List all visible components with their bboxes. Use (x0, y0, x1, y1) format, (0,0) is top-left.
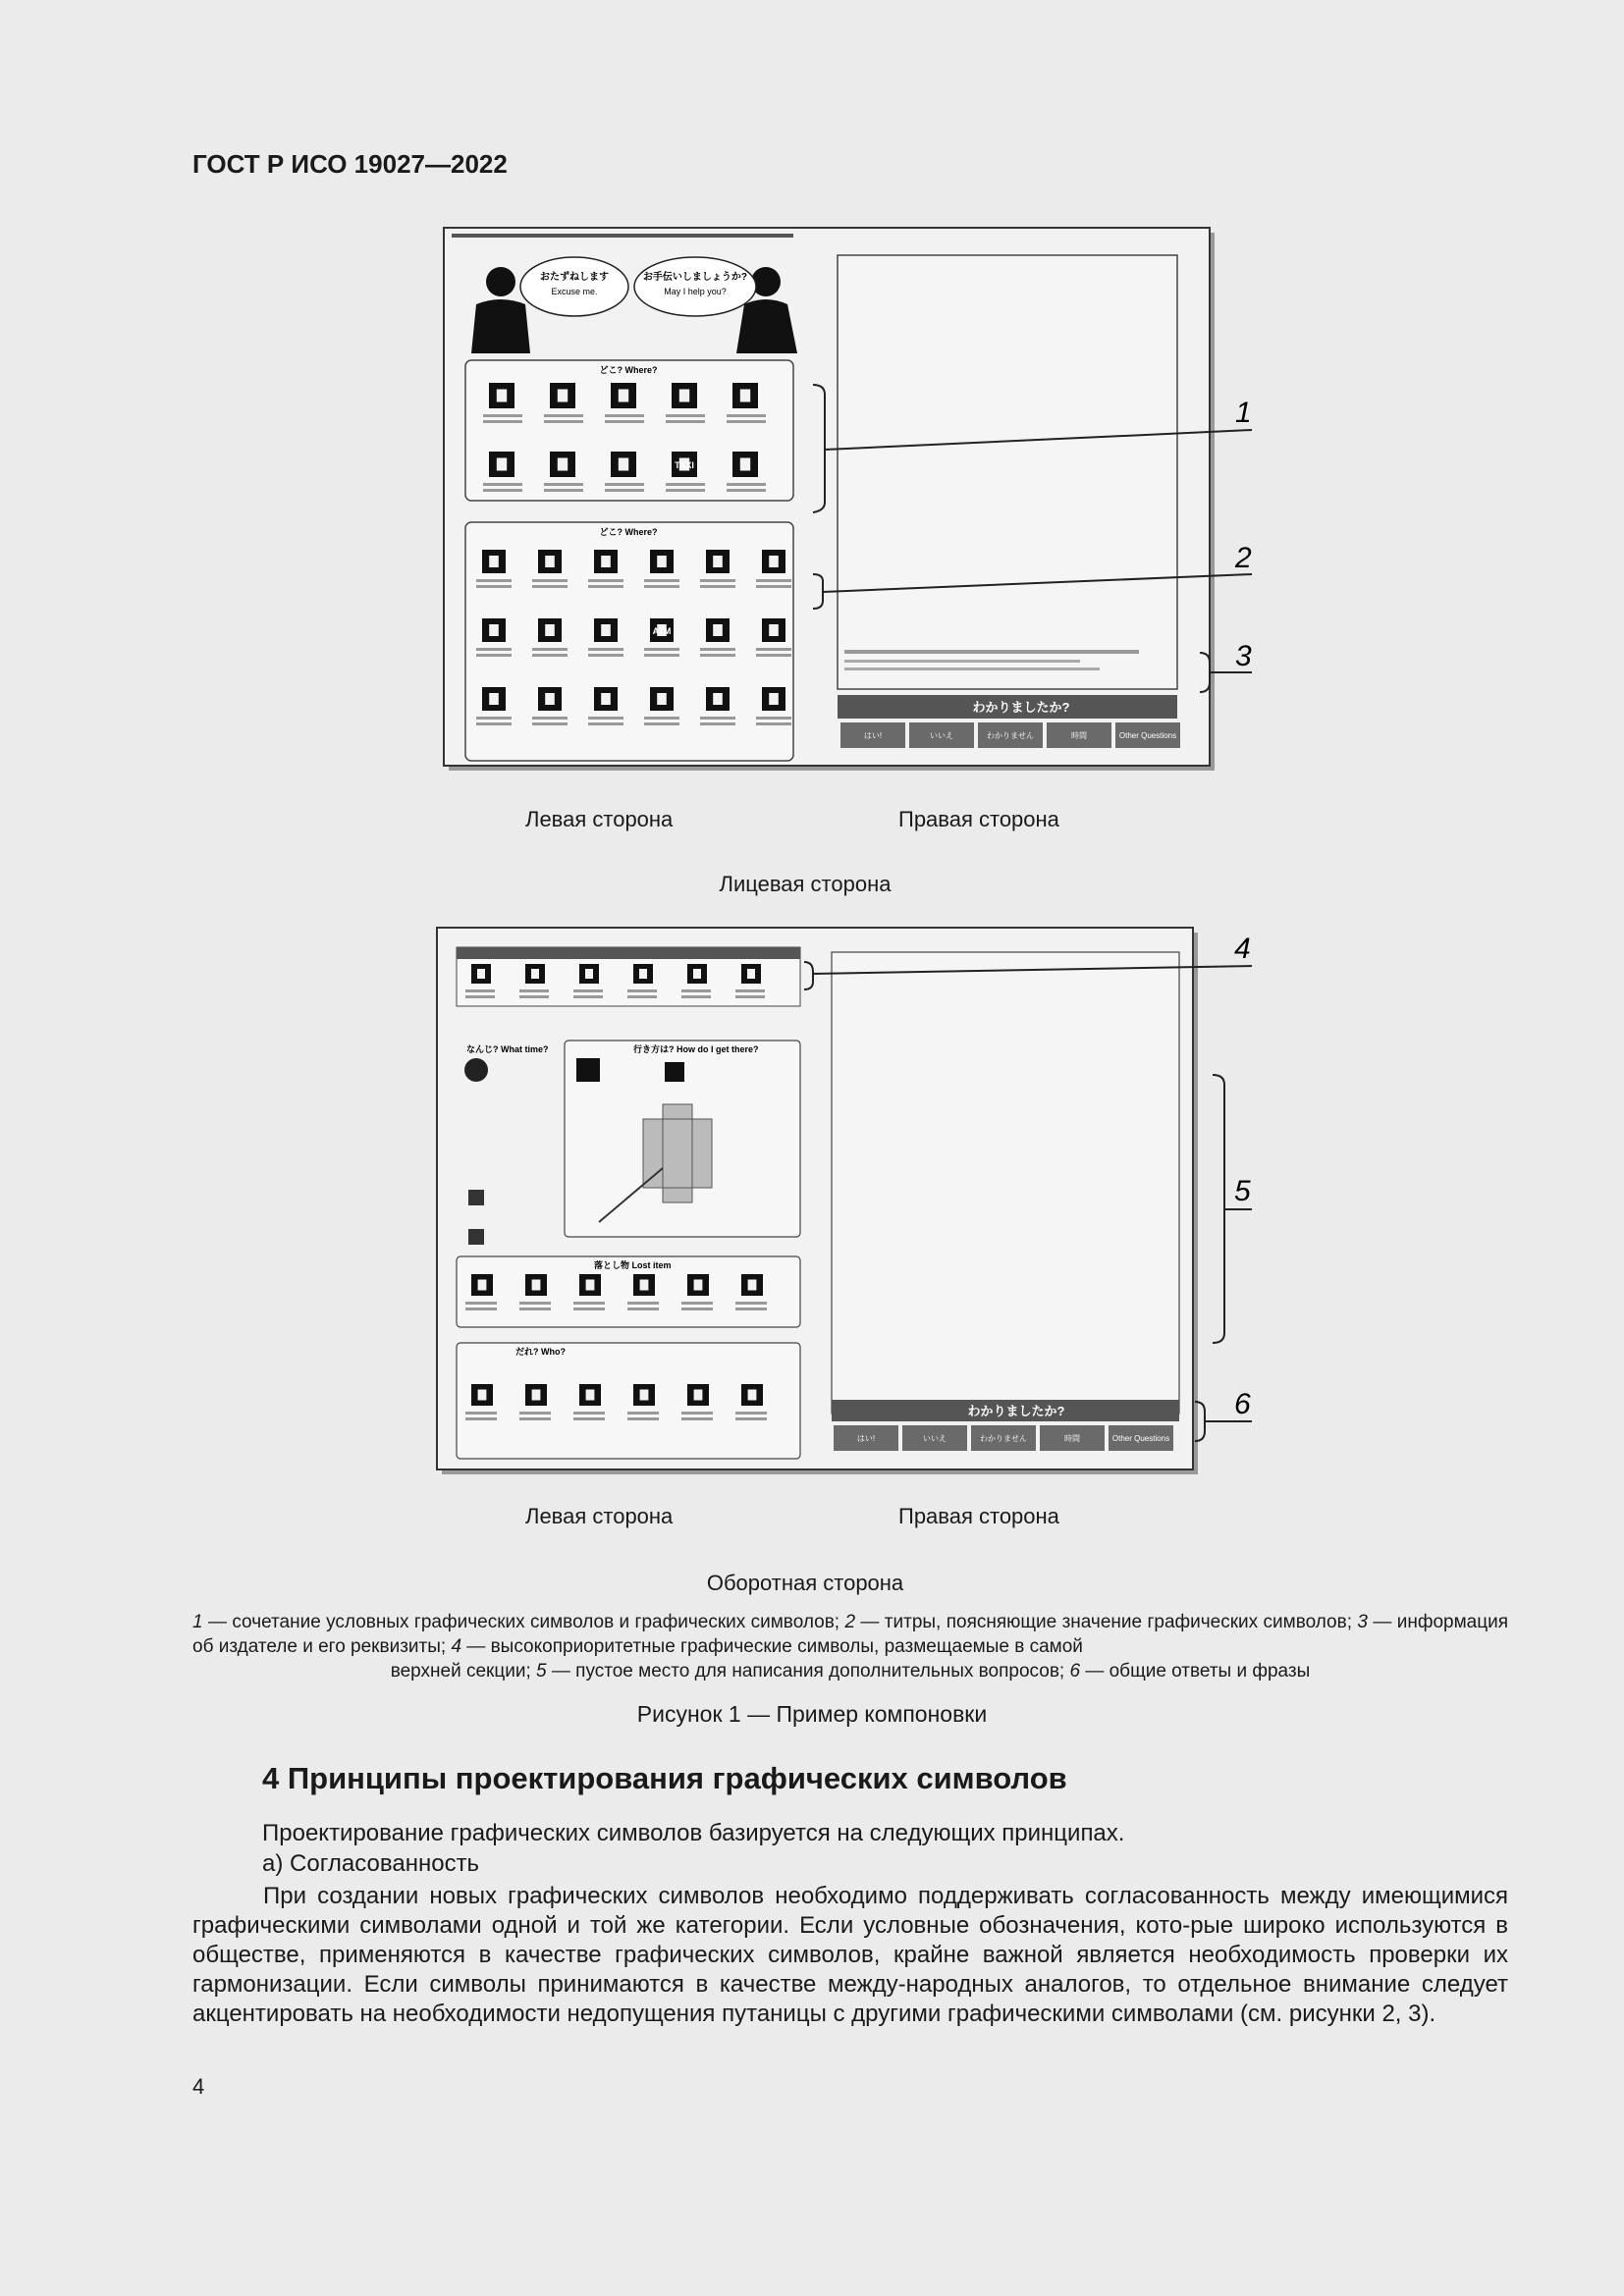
svg-text:どこ? Where?: どこ? Where? (599, 527, 658, 537)
right-blank-panel (838, 255, 1177, 689)
back-side-title: Оборотная сторона (706, 1571, 904, 1595)
front-left-label: Левая сторона (525, 807, 674, 831)
callout-1: 1 (1235, 397, 1252, 429)
departure-icon (468, 1190, 484, 1205)
svg-text:どこ? Where?: どこ? Where? (599, 365, 658, 375)
svg-text:お手伝いしましょうか?: お手伝いしましょうか? (642, 272, 748, 283)
svg-text:わかりません: わかりません (987, 731, 1034, 740)
clock-icon (464, 1058, 488, 1082)
arrival-icon (468, 1229, 484, 1245)
svg-text:時間: 時間 (1064, 1434, 1080, 1443)
section-intro: Проектирование графических символов базируется на следующих принципах. (262, 1820, 1125, 1846)
symbol-section-1 (465, 360, 793, 501)
back-right-label: Правая сторона (898, 1504, 1059, 1528)
svg-text:わかりません: わかりません (980, 1434, 1027, 1443)
svg-text:いいえ: いいえ (930, 731, 953, 740)
figure-legend: 1 — сочетание условных графических символов и графических символов; 2 — титры, поясняющие значение графических символов; 3 — информация об издателе и его реквизиты; 4 — высокоприоритетные графические символы, размещаемые в самой верхней секции; 5 — пустое место для написания дополнительных вопросов; 6 — общие ответы и фразы (192, 1612, 1509, 1682)
svg-text:おたずねします: おたずねします (540, 272, 609, 283)
document-number: ГОСТ Р ИСО 19027—2022 (192, 149, 508, 179)
page-number: 4 (192, 2074, 205, 2099)
bus-icon (665, 1062, 684, 1082)
front-right-label: Правая сторона (898, 807, 1059, 831)
svg-text:わかりましたか?: わかりましたか? (967, 1404, 1065, 1418)
svg-text:はい!: はい! (856, 1434, 876, 1443)
back-side-illustration (427, 923, 1276, 1477)
svg-text:ATM: ATM (652, 626, 672, 636)
svg-text:時間: 時間 (1071, 731, 1087, 740)
walk-icon (576, 1058, 600, 1082)
person-left-icon (486, 267, 515, 296)
callout-6: 6 (1234, 1388, 1251, 1420)
callout-3: 3 (1235, 640, 1252, 672)
svg-text:いいえ: いいえ (923, 1434, 947, 1443)
svg-text:はい!: はい! (863, 731, 883, 740)
body-paragraph: При создании новых графических символов необходимо поддерживать согласованность между имеющимися графическими символами одной и той же категории. Если условные обозначения, кото-рые широко используются в обществе, применяются в качестве графических символов, крайне важной является необходимость проверки их гармонизации. Если символы принимаются в качестве между-народных аналогов, то отдельное внимание следует акцентировать на необходимости недопущения путаницы с другими графическими символами (см. рисунки 2, 3). (192, 1883, 1508, 2027)
front-side-title: Лицевая сторона (719, 872, 892, 896)
back-left-label: Левая сторона (525, 1504, 674, 1528)
blank-question-panel (832, 952, 1179, 1414)
back-answer-buttons (834, 1425, 1173, 1451)
callout-5: 5 (1234, 1175, 1251, 1207)
callout-2: 2 (1235, 542, 1252, 574)
svg-text:May I help you?: May I help you? (664, 287, 727, 296)
svg-text:落とし物 Lost item: 落とし物 Lost item (594, 1260, 672, 1270)
svg-text:Excuse me.: Excuse me. (551, 287, 598, 296)
figure-title: Рисунок 1 — Пример компоновки (636, 1701, 988, 1727)
front-side-illustration (432, 226, 1276, 775)
symbol-section-2 (465, 522, 793, 761)
svg-text:わかりましたか?: わかりましたか? (972, 700, 1070, 715)
terminal-map (643, 1104, 712, 1202)
svg-text:なんじ? What time?: なんじ? What time? (466, 1044, 549, 1054)
svg-text:行き方は? How do I get there?: 行き方は? How do I get there? (633, 1044, 759, 1054)
list-item-a: a) Согласованность (262, 1850, 480, 1877)
svg-text:Other Questions: Other Questions (1118, 731, 1177, 740)
front-answer-buttons (840, 722, 1180, 748)
section-heading: 4 Принципы проектирования графических символов (262, 1761, 1067, 1795)
svg-text:だれ? Who?: だれ? Who? (515, 1347, 566, 1357)
svg-text:Other Questions: Other Questions (1111, 1434, 1170, 1443)
svg-text:TAXI: TAXI (675, 460, 694, 470)
callout-4: 4 (1234, 933, 1251, 965)
